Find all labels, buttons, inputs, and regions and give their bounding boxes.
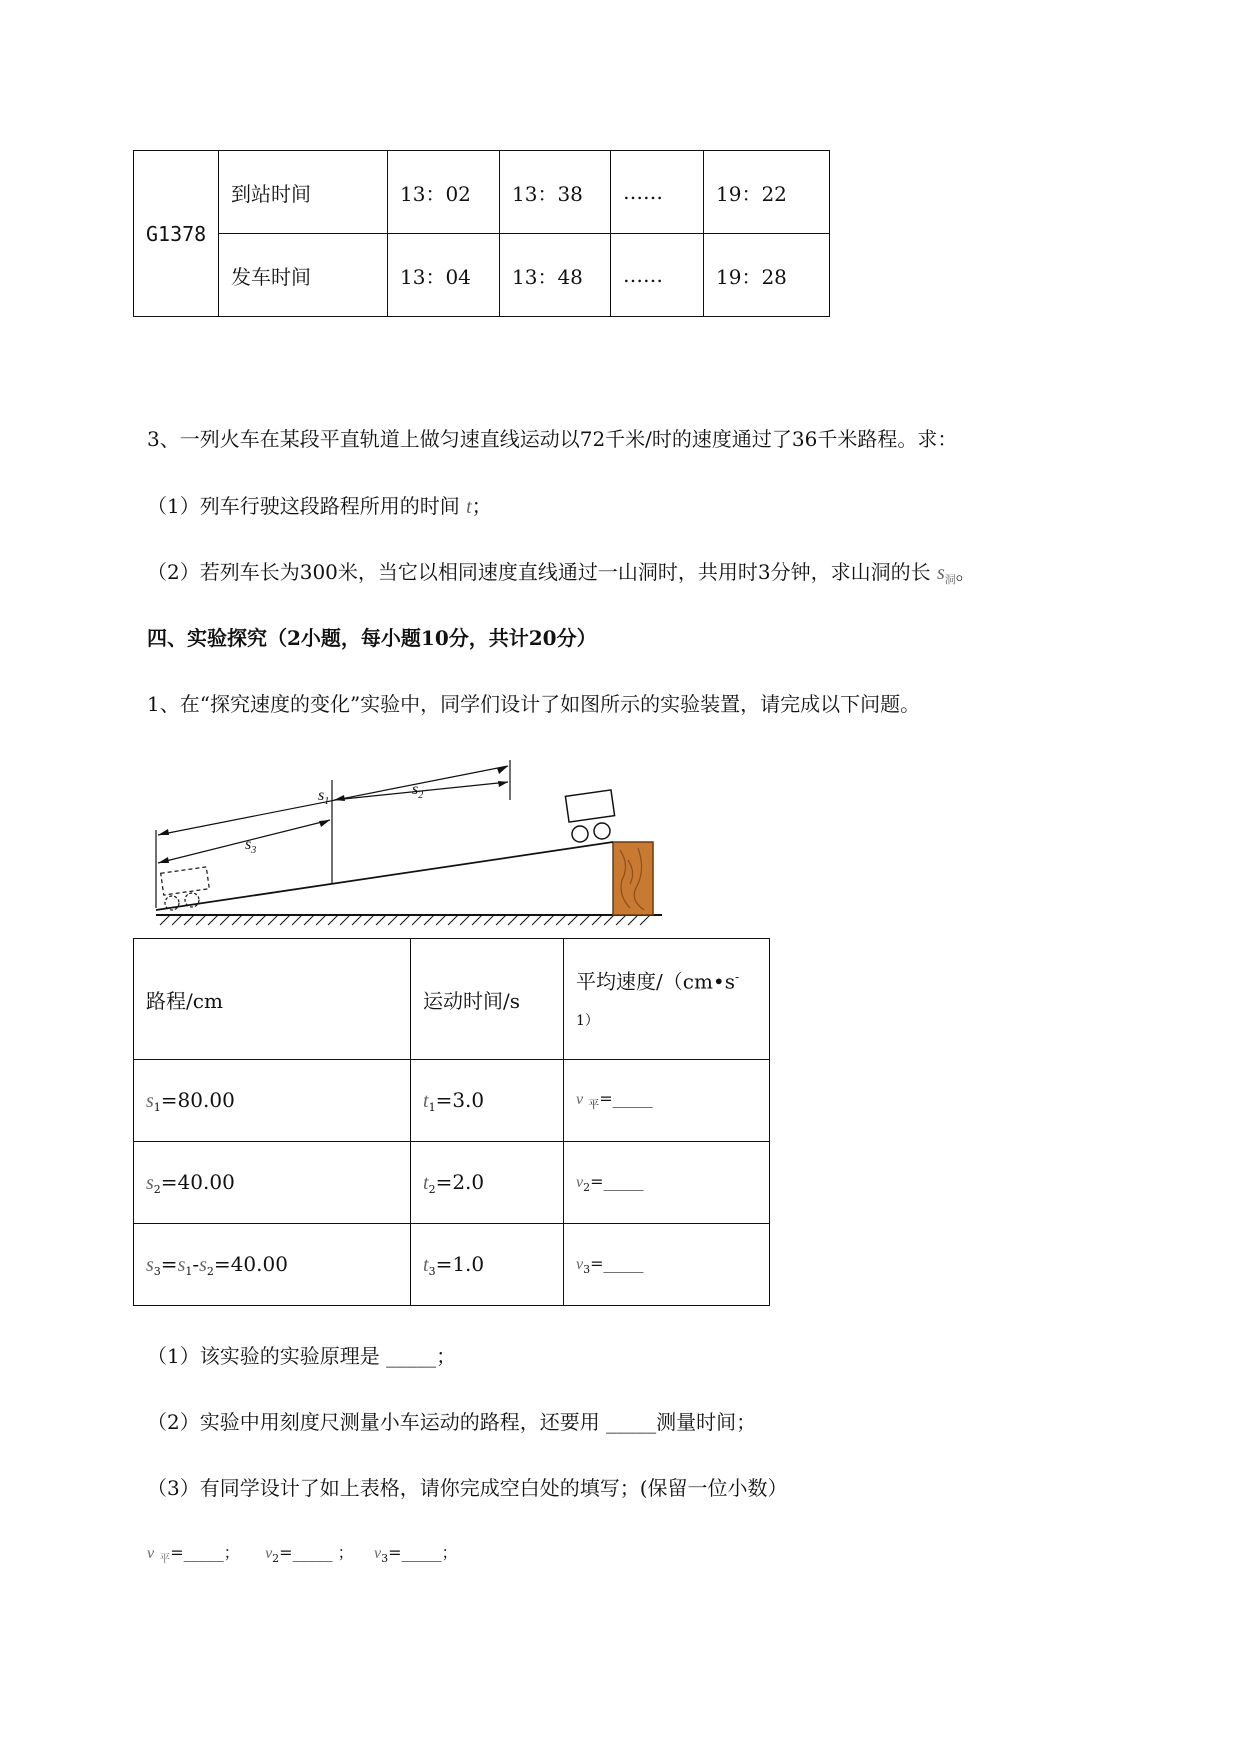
cart-bottom-body (161, 867, 210, 895)
exp-q1-part2: （2）实验中用刻度尺测量小车运动的路程，还要用 _____测量时间； (147, 1410, 757, 1434)
incline-board-top (156, 838, 610, 903)
q3-stem: 3、一列火车在某段平直轨道上做匀速直线运动以72千米/时的速度通过了36千米路程。求： (147, 427, 958, 451)
q3-part2-var: s (936, 562, 945, 584)
answer-line: v $_平$=_____； $v_2=\_\_\_\_\_$ ； $v_3=\_\_\_\_\_$； (147, 1543, 458, 1565)
s3-arrowhead-right (319, 820, 330, 827)
experiment-table (133, 938, 770, 1306)
arrival-label: 到站时间 (219, 151, 388, 234)
q3-part1-var: t (466, 496, 472, 518)
label-s2: $s_2$ (412, 781, 424, 801)
arrival-time-1: 13：02 (388, 151, 500, 234)
exp-q1-part3: （3）有同学设计了如上表格，请你完成空白处的填写；(保留一位小数） (147, 1476, 788, 1500)
label-s1: $s_1$ (318, 787, 330, 807)
q3-part1 (147, 490, 492, 519)
departure-time-3: …… (611, 234, 704, 317)
row3-time: $t_3=1.0$ (411, 1224, 564, 1306)
q3-part2-end: 。 (955, 560, 976, 584)
header-time: 运动时间/s (411, 939, 564, 1060)
q3-part2-sub: 洞 (944, 573, 956, 586)
q3-part1-end: ； (471, 494, 492, 518)
s2-arrowhead-right (498, 781, 508, 787)
header-distance: 路程/cm (134, 939, 411, 1060)
departure-label: 发车时间 (219, 234, 388, 317)
row2-speed: $v_2=\_\_\_\_\_$ (564, 1142, 770, 1224)
s1-arrow (158, 766, 508, 835)
train-number: G1378 (134, 151, 219, 317)
header-speed: 平均速度/（cm•s- 1） (564, 939, 770, 1060)
row2-time: $t_2=2.0$ (411, 1142, 564, 1224)
row3-distance: $s_3=s_1-s_2=40.00$ (134, 1224, 411, 1306)
incline-board (156, 842, 613, 910)
incline-diagram (150, 760, 670, 935)
row3-speed: $v_3=\_\_\_\_\_$ (564, 1224, 770, 1306)
q3-part2 (147, 556, 976, 587)
exp-q1-part1: （1）该实验的实验原理是 _____； (147, 1344, 457, 1368)
departure-time-2: 13：48 (500, 234, 611, 317)
s1-arrowhead-left (158, 829, 169, 835)
exp-q1-stem: 1、在“探究速度的变化”实验中，同学们设计了如图所示的实验装置，请完成以下问题。 (147, 692, 921, 716)
wood-block (613, 842, 653, 915)
ground-hatching (160, 915, 650, 925)
train-timetable (133, 150, 830, 317)
cart-top-wheel-2 (594, 823, 610, 839)
departure-time-1: 13：04 (388, 234, 500, 317)
s2-arrowhead-left (334, 795, 345, 801)
arrival-time-4: 19：22 (704, 151, 830, 234)
s3-arrow (158, 820, 330, 863)
departure-time-4: 19：28 (704, 234, 830, 317)
row2-distance: $s_2=40.00$ (134, 1142, 411, 1224)
row1-speed: v $_平$=_____ (564, 1060, 770, 1142)
label-s3: $s_3$ (245, 836, 257, 856)
cart-top-wheel-1 (572, 826, 588, 842)
cart-top-body (565, 790, 614, 822)
s1-arrowhead-right (497, 766, 508, 774)
arrival-time-3: …… (611, 151, 704, 234)
q3-part2-text: （2）若列车长为300米，当它以相同速度直线通过一山洞时，共用时3分钟，求山洞的长 (147, 560, 931, 584)
arrival-time-2: 13：38 (500, 151, 611, 234)
row1-time: $t_1=3.0$ (411, 1060, 564, 1142)
section-heading: 四、实验探究（2小题，每小题10分，共计20分） (147, 626, 597, 650)
q3-part1-text: （1）列车行驶这段路程所用的时间 (147, 494, 460, 518)
row1-distance: $s_1=80.00$ (134, 1060, 411, 1142)
s3-arrowhead-left (158, 857, 169, 863)
